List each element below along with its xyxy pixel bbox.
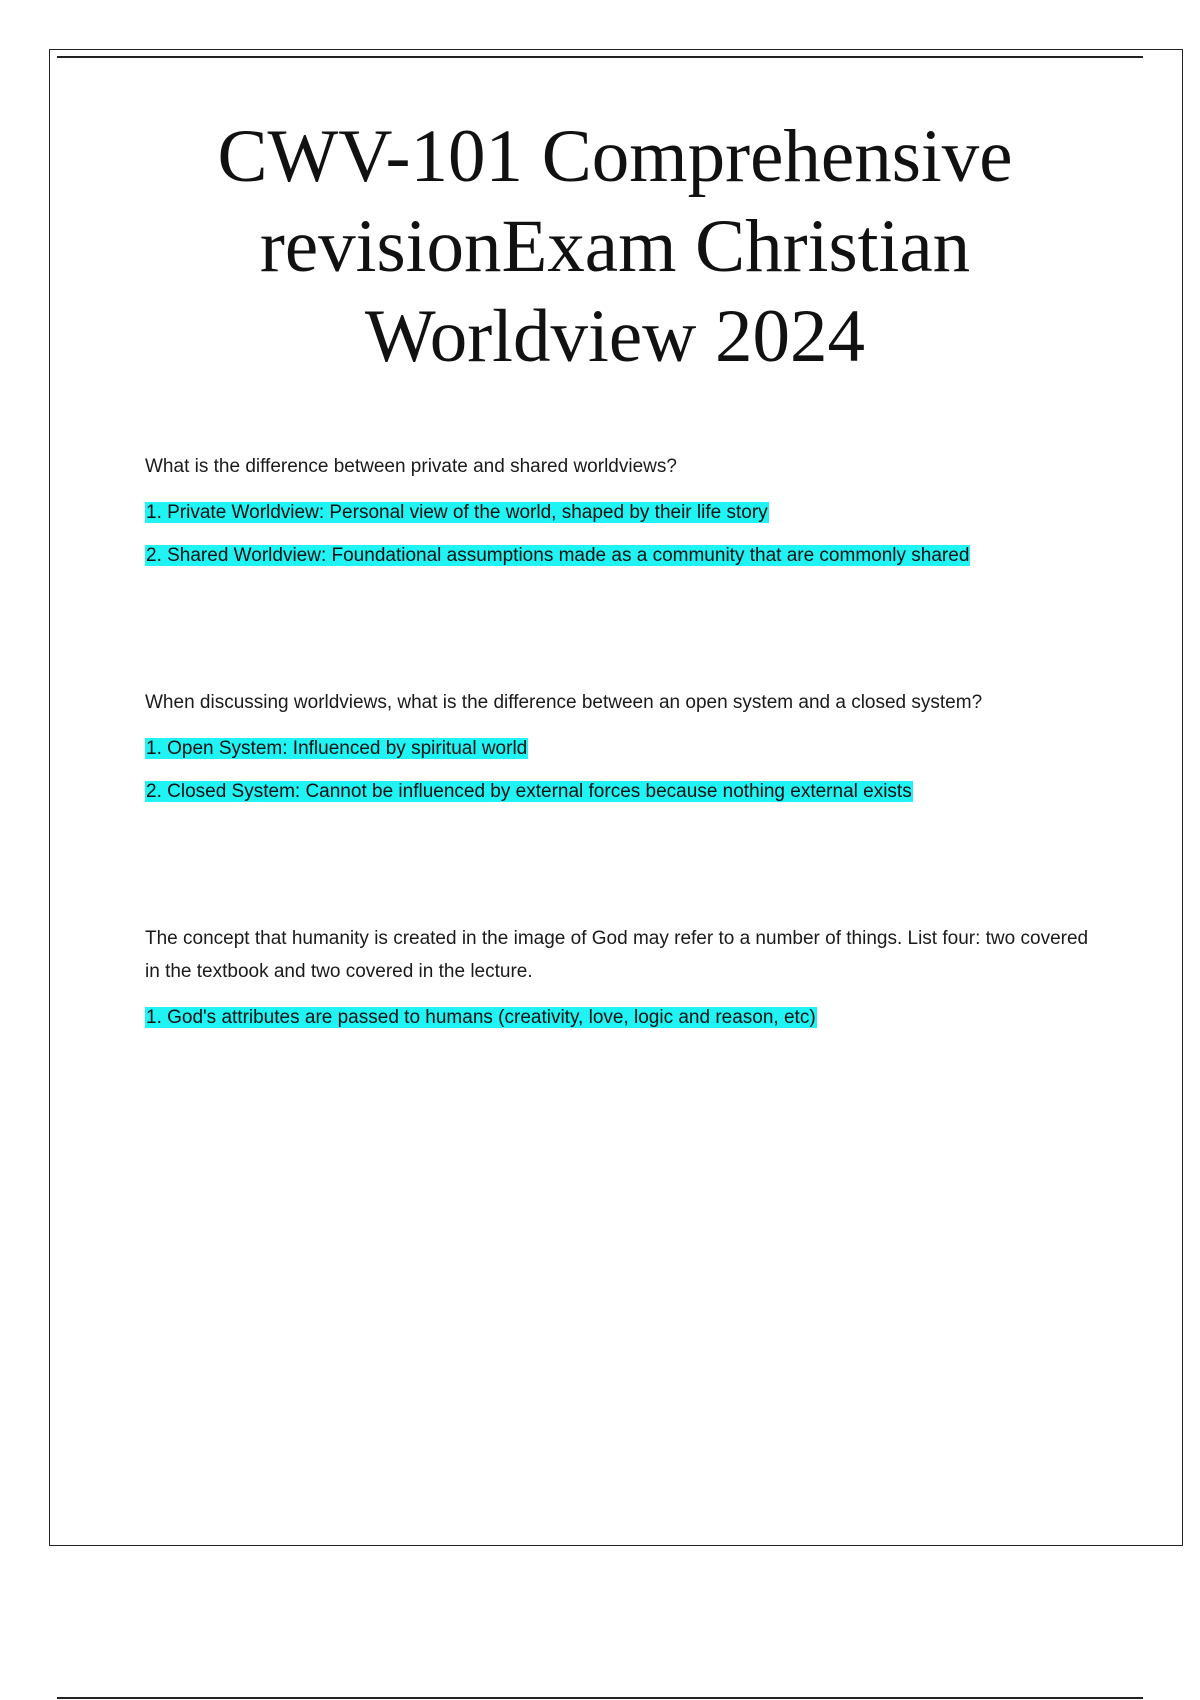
question-block [145,686,1095,805]
question-text: When discussing worldviews, what is the difference between an open system and a closed system? [145,692,983,713]
answer-item [145,736,1095,762]
question-block [145,922,1095,1031]
highlighted-answer: 2. Closed System: Cannot be influenced by external forces because nothing external exists [146,781,912,802]
document-body [145,450,1095,1031]
highlighted-answer: 1. Open System: Influenced by spiritual world [146,738,528,759]
highlighted-answer: 1. Private Worldview: Personal view of the world, shaped by their life story [146,502,768,523]
highlighted-answer: 2. Shared Worldview: Foundational assumptions made as a community that are commonly shared [146,545,970,566]
question-text: What is the difference between private and shared worldviews? [145,456,677,477]
question-block [145,450,1095,569]
document-title: CWV-101 Comprehensive revisionExam Christian Worldview 2024 [217,115,1013,378]
question-text: The concept that humanity is created in the image of God may refer to a number of things. List four: two covered in the textbook and two covered in the lecture. [145,928,1089,982]
bottom-rule [57,1697,1143,1699]
answer-item [145,1005,1095,1031]
top-rule [57,56,1143,58]
highlighted-answer: 1. God's attributes are passed to humans (creativity, love, logic and reason, etc) [146,1007,816,1028]
answer-item [145,543,1095,569]
answer-item [145,500,1095,526]
answer-item [145,779,1095,805]
